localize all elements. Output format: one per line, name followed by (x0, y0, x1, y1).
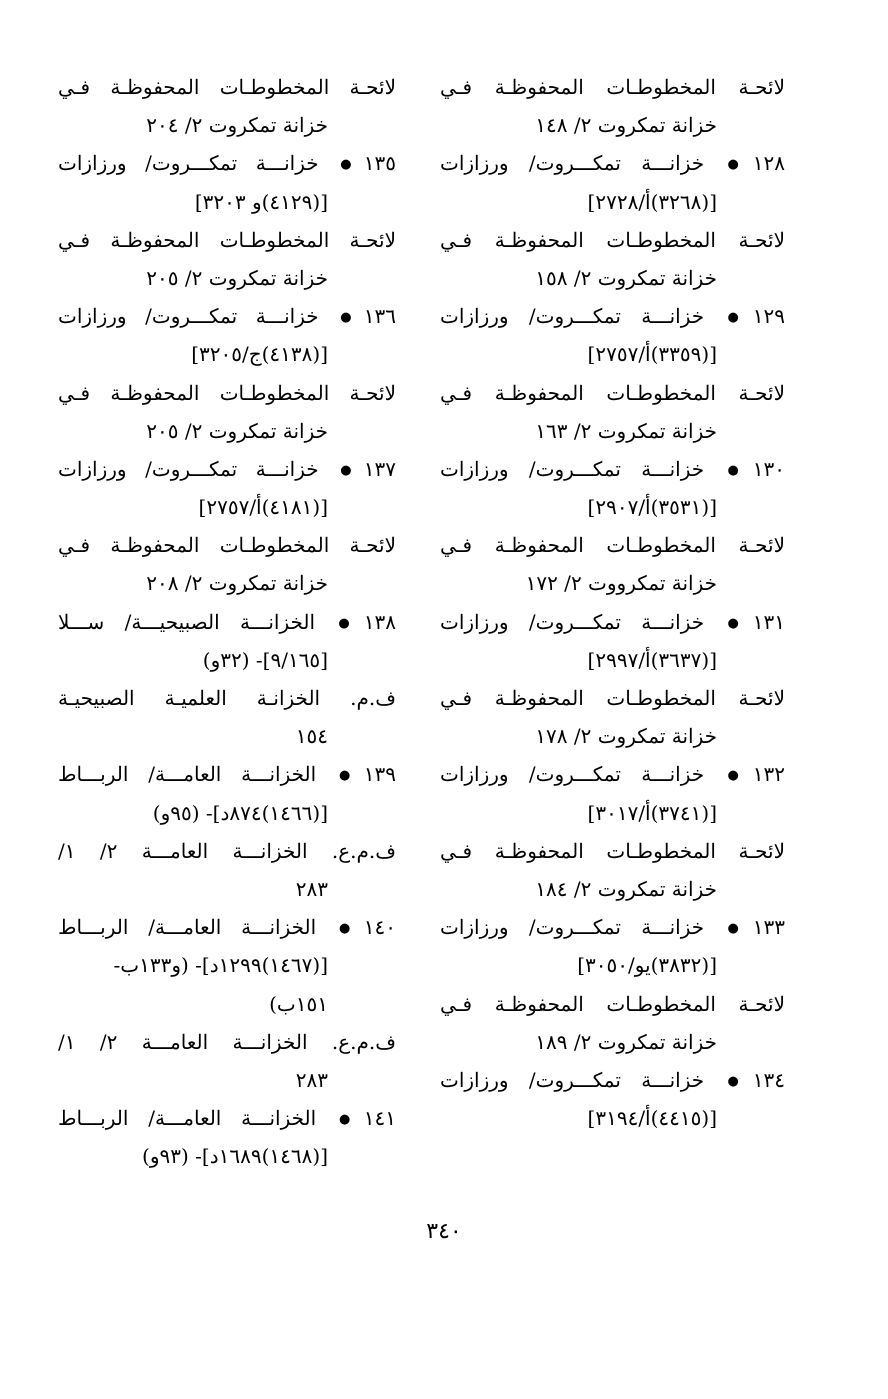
entry-continuation-line: [(٤٤١٥)أ/٣١٩٤] (587, 1106, 717, 1131)
entry-source-line: لائحـة المخطوطـات المحفوظـة فـي (440, 686, 785, 710)
entry-line (58, 144, 396, 182)
entry-continuation-line: [(٣٨٣٢)يو/٣٠٥٠] (577, 953, 717, 978)
entry-continuation-line: [(١٤٦٦)٨٧٤د]- (٩٥و) (152, 800, 328, 825)
entry-line (440, 908, 785, 946)
entry-source-line: لائحـة المخطوطـات المحفوظـة فـي (440, 75, 785, 99)
entry-source-line: لائحـة المخطوطـات المحفوظـة فـي (440, 533, 785, 558)
entry-continuation-line: [(٣٣٥٩)أ/٢٧٥٧] (587, 342, 717, 367)
entry-line (440, 144, 785, 182)
entry-number: ١٣١ (752, 609, 785, 634)
entry-continuation-line: [(٤١٨١)أ/٢٧٥٧] (198, 495, 328, 520)
entry-text: الخزانـــة الصبيحيـــة/ ســـلا (58, 609, 322, 634)
entry-line (440, 297, 785, 335)
entry-source-line: لائحـة المخطوطـات المحفوظـة فـي (440, 838, 785, 863)
entry-continuation-line: خزانة تمكروت ٢/ ١٨٩ (535, 1029, 717, 1054)
entry-continuation-line: ٢٨٣ (295, 1067, 328, 1092)
entry-continuation-line: ١٥٤ (295, 724, 328, 749)
entry-text: خزانـــة تمكـــروت/ ورزازات (440, 609, 711, 634)
entry-number: ١٣٨ (363, 609, 396, 634)
entry-number: ١٣٦ (363, 304, 396, 329)
entry-source-line: ف.م.ع. الخزانـــة العامـــة ٢/ ١/ (58, 1029, 396, 1054)
entry-source-line: لائحـة المخطوطـات المحفوظـة فـي (440, 991, 785, 1016)
entry-source-line: لائحـة المخطوطـات المحفوظـة فـي (58, 533, 396, 558)
entry-number: ١٣٣ (752, 915, 785, 940)
entry-text: الخزانـــة العامـــة/ الربـــاط (58, 762, 323, 787)
bullet-icon: ● (327, 157, 364, 173)
page-number: ٣٤٠ (426, 1219, 462, 1244)
right-column (440, 68, 785, 1137)
entry-text: خزانـــة تمكـــروت/ ورزازات (440, 151, 711, 176)
entry-continuation-line: خزانة تمكروت ٢/ ١٥٨ (535, 265, 717, 290)
entry-continuation-line: خزانة تمكروت ٢/ ١٦٣ (535, 418, 717, 443)
entry-line (440, 1061, 785, 1099)
entry-continuation-line: [(٣٢٦٨)أ/٢٧٢٨] (587, 189, 717, 214)
bullet-icon: ● (713, 768, 753, 784)
entry-continuation-line: [(٣٦٣٧)أ/٢٩٩٧] (587, 647, 717, 672)
entry-text: خزانـــة تمكـــروت/ ورزازات (440, 456, 711, 481)
bullet-icon: ● (325, 768, 364, 784)
entry-continuation-line: [(٣٥٣١)أ/٢٩٠٧] (587, 495, 717, 520)
entry-continuation-line: خزانة تمكروت ٢/ ١٨٤ (535, 876, 717, 901)
entry-continuation-line: ٢٨٣ (295, 876, 328, 901)
entry-source-line: لائحـة المخطوطـات المحفوظـة فـي (58, 75, 396, 99)
bullet-icon: ● (713, 462, 753, 478)
entry-text: خزانـــة تمكـــروت/ ورزازات (440, 762, 711, 787)
entry-continuation-line: خزانة تمكروت ٢/ ٢٠٥ (146, 418, 328, 443)
entry-continuation-line: [(٤١٣٨)ج/٣٢٠٥] (191, 342, 328, 367)
bullet-icon: ● (325, 921, 364, 937)
bullet-icon: ● (713, 615, 753, 631)
entry-number: ١٢٩ (752, 304, 785, 329)
entry-number: ١٤٠ (363, 915, 396, 940)
entry-source-line: ف.م.ع. الخزانـــة العامـــة ٢/ ١/ (58, 838, 396, 863)
entry-line (58, 450, 396, 488)
entry-line (58, 908, 396, 946)
entry-continuation-line: [(١٤٦٧)١٢٩٩د]- (و١٣٣ب- (113, 953, 328, 978)
entry-source-line: لائحـة المخطوطـات المحفوظـة فـي (440, 227, 785, 252)
bullet-icon: ● (713, 310, 753, 326)
entry-line (440, 755, 785, 793)
entry-continuation-line: [(١٤٦٨)١٦٨٩د]- (٩٣و) (142, 1144, 328, 1169)
entry-text: خزانـــة تمكـــروت/ ورزازات (440, 1067, 711, 1092)
entry-number: ١٣٤ (752, 1067, 785, 1092)
entry-text: خزانـــة تمكـــروت/ ورزازات (58, 151, 325, 176)
entry-number: ١٣٧ (363, 456, 396, 481)
entry-text: خزانـــة تمكـــروت/ ورزازات (58, 456, 325, 481)
entry-number: ١٣٢ (752, 762, 785, 787)
bullet-icon: ● (713, 1073, 753, 1089)
bullet-icon: ● (713, 921, 753, 937)
entry-continuation-line: خزانة تمكروت ٢/ ١٤٨ (535, 113, 717, 138)
entry-text: خزانـــة تمكـــروت/ ورزازات (58, 304, 325, 329)
entry-text: خزانـــة تمكـــروت/ ورزازات (440, 915, 711, 940)
entry-source-line: لائحـة المخطوطـات المحفوظـة فـي (440, 380, 785, 405)
entry-continuation-line: [(٤١٢٩)و ٣٢٠٣] (194, 189, 328, 214)
entry-number: ١٢٨ (752, 151, 785, 176)
bullet-icon: ● (327, 462, 364, 478)
bullet-icon: ● (324, 615, 364, 631)
entry-text: الخزانـــة العامـــة/ الربـــاط (58, 915, 323, 940)
entry-number: ١٣٥ (363, 151, 396, 176)
entry-continuation-line: ١٥١ب) (269, 991, 328, 1016)
entry-line (58, 755, 396, 793)
entry-line (58, 603, 396, 641)
left-column (58, 68, 396, 1175)
bullet-icon: ● (325, 1112, 364, 1128)
entry-continuation-line: [٩/١٦٥]- (٣٢و) (202, 647, 328, 672)
entry-continuation-line: خزانة تمكروت ٢/ ١٧٨ (535, 724, 717, 749)
entry-line (58, 297, 396, 335)
entry-continuation-line: خزانة تمكروت ٢/ ٢٠٥ (146, 265, 328, 290)
entry-continuation-line: خزانة تمكرووت ٢/ ١٧٢ (525, 571, 717, 596)
entry-text: خزانـــة تمكـــروت/ ورزازات (440, 304, 711, 329)
entry-text: الخزانـــة العامـــة/ الربـــاط (58, 1106, 323, 1131)
entry-number: ١٣٩ (363, 762, 396, 787)
entry-number: ١٣٠ (752, 456, 785, 481)
bullet-icon: ● (327, 310, 364, 326)
entry-line (440, 450, 785, 488)
entry-continuation-line: خزانة تمكروت ٢/ ٢٠٨ (146, 571, 328, 596)
entry-line (58, 1099, 396, 1137)
entry-continuation-line: [(٣٧٤١)أ/٣٠١٧] (587, 800, 717, 825)
bullet-icon: ● (713, 157, 753, 173)
entry-line (440, 603, 785, 641)
entry-source-line: ف.م. الخزانـة العلميـة الصبيحيـة (58, 686, 396, 710)
entry-number: ١٤١ (363, 1106, 396, 1131)
entry-continuation-line: خزانة تمكروت ٢/ ٢٠٤ (146, 113, 328, 138)
entry-source-line: لائحـة المخطوطـات المحفوظـة فـي (58, 227, 396, 252)
entry-source-line: لائحـة المخطوطـات المحفوظـة فـي (58, 380, 396, 405)
